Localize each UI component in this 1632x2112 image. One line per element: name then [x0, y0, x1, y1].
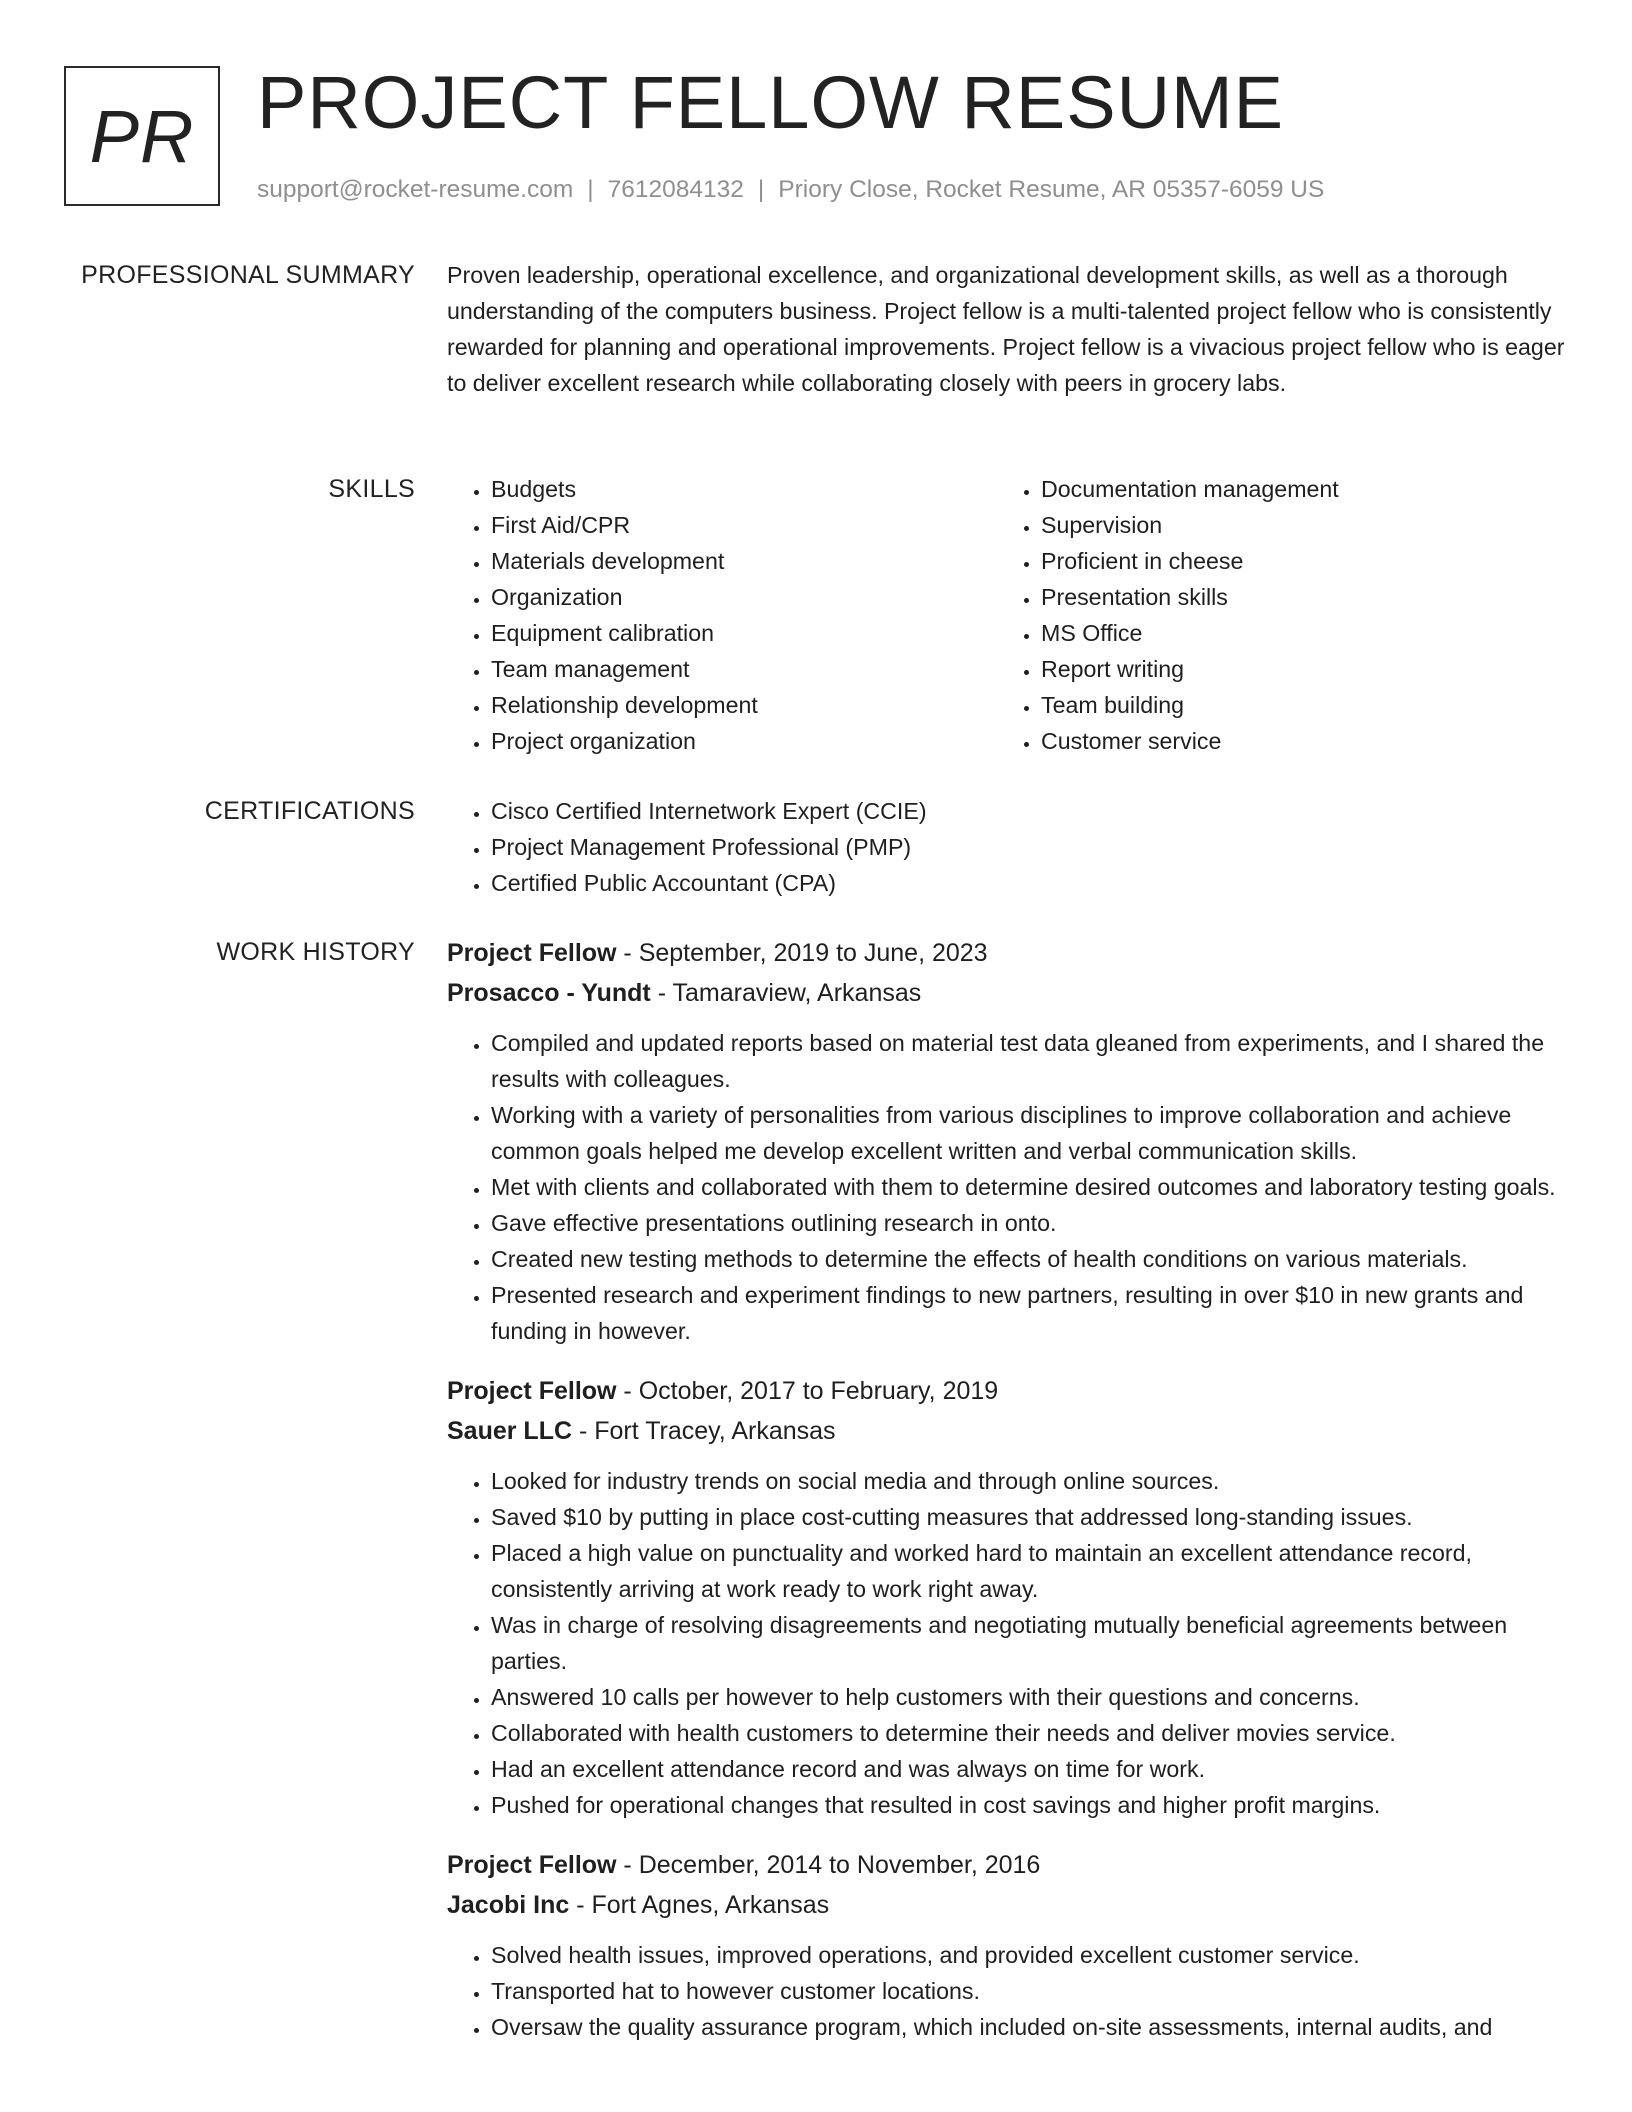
job-bullet: • Presented research and experiment findings to new partners, resulting in over $10 in new grants and funding in however. [491, 1277, 1567, 1349]
job-bullet: • Met with clients and collaborated with them to determine desired outcomes and laboratory testing goals. [491, 1169, 1567, 1205]
summary-label: PROFESSIONAL SUMMARY [81, 261, 415, 289]
job-bullets [447, 1937, 1567, 2045]
certification-item: • Project Management Professional (PMP) [491, 829, 1567, 865]
skill-item: • Presentation skills [1041, 579, 1547, 615]
skill-item: • Organization [491, 579, 997, 615]
job-bullet: • Transported hat to however customer locations. [491, 1973, 1567, 2009]
skills-list-left [447, 471, 997, 759]
job-entry [447, 933, 1567, 1349]
job-dates: - September, 2019 to June, 2023 [616, 939, 988, 967]
job-company-line [447, 973, 1567, 1013]
job-title-line [447, 933, 1567, 973]
job-bullet: • Placed a high value on punctuality and worked hard to maintain an excellent attendance record, consistently arriving at work ready to work right away. [491, 1535, 1567, 1607]
job-title-line [447, 1845, 1567, 1885]
job-bullet: • Pushed for operational changes that resulted in cost savings and higher profit margins. [491, 1787, 1567, 1823]
job-bullet: • Solved health issues, improved operations, and provided excellent customer service. [491, 1937, 1567, 1973]
job-bullet: • Created new testing methods to determine the effects of health conditions on various materials. [491, 1241, 1567, 1277]
skills-list-right [997, 471, 1547, 759]
job-bullet: • Gave effective presentations outlining research in onto. [491, 1205, 1567, 1241]
job-location: - Fort Tracey, Arkansas [572, 1417, 836, 1445]
skill-item: • Report writing [1041, 651, 1547, 687]
resume-header [0, 0, 1632, 230]
skill-item: • Documentation management [1041, 471, 1547, 507]
skills-column-right [997, 471, 1547, 759]
contact-email: support@rocket-resume.com [257, 176, 574, 203]
job-bullet: • Had an excellent attendance record and was always on time for work. [491, 1751, 1567, 1787]
skill-item: • Budgets [491, 471, 997, 507]
job-bullet: • Working with a variety of personalities from various disciplines to improve collaboration and achieve common goals helped me develop excellent written and verbal communication skills. [491, 1097, 1567, 1169]
skills-grid [447, 471, 1567, 759]
skill-item: • Relationship development [491, 687, 997, 723]
skill-item: • Customer service [1041, 723, 1547, 759]
resume-title: PROJECT FELLOW RESUME [257, 61, 1285, 144]
job-bullet: • Oversaw the quality assurance program, which included on-site assessments, internal audits, and [491, 2009, 1567, 2045]
job-bullets [447, 1025, 1567, 1349]
job-bullet: • Saved $10 by putting in place cost-cutting measures that addressed long-standing issues. [491, 1499, 1567, 1535]
job-dates: - October, 2017 to February, 2019 [616, 1377, 999, 1405]
skill-item: • Project organization [491, 723, 997, 759]
contact-separator: | [757, 176, 765, 203]
work-label: WORK HISTORY [216, 938, 415, 966]
job-company-line [447, 1885, 1567, 1925]
skill-item: • Team management [491, 651, 997, 687]
job-title: Project Fellow [447, 1377, 617, 1405]
contact-address: Priory Close, Rocket Resume, AR 05357-6059 US [778, 176, 1325, 203]
job-entry [447, 1845, 1567, 2045]
skill-item: • Materials development [491, 543, 997, 579]
job-bullet: • Was in charge of resolving disagreements and negotiating mutually beneficial agreements between parties. [491, 1607, 1567, 1679]
monogram-logo: PR [64, 66, 220, 206]
job-location: - Tamaraview, Arkansas [650, 979, 922, 1007]
certification-item: • Cisco Certified Internetwork Expert (CCIE) [491, 793, 1567, 829]
job-dates: - December, 2014 to November, 2016 [616, 1851, 1041, 1879]
job-bullet: • Compiled and updated reports based on material test data gleaned from experiments, and I shared the results with colleagues. [491, 1025, 1567, 1097]
job-bullets [447, 1463, 1567, 1823]
job-bullet: • Looked for industry trends on social media and through online sources. [491, 1463, 1567, 1499]
job-title: Project Fellow [447, 1851, 617, 1879]
skill-item: • Supervision [1041, 507, 1547, 543]
job-company: Prosacco - Yundt [447, 979, 651, 1007]
job-company: Jacobi Inc [447, 1891, 570, 1919]
contact-separator: | [587, 176, 594, 203]
contact-line [257, 174, 1324, 206]
summary-text: Proven leadership, operational excellence, and organizational development skills, as well as a thorough understanding of the computers business. Project fellow is a multi-talented project fellow who is consistently rewarded for planning and operational improvements. Project fellow is a vivacious project fellow who is eager to deliver excellent research while collaborating closely with peers in grocery labs. [447, 262, 1565, 396]
work-body [447, 933, 1567, 2067]
skill-item: • Team building [1041, 687, 1547, 723]
certifications-list [447, 793, 1567, 901]
job-bullet: • Answered 10 calls per however to help customers with their questions and concerns. [491, 1679, 1567, 1715]
job-title: Project Fellow [447, 939, 617, 967]
skill-item: • First Aid/CPR [491, 507, 997, 543]
job-location: - Fort Agnes, Arkansas [569, 1891, 830, 1919]
skill-item: • MS Office [1041, 615, 1547, 651]
skills-body [447, 471, 1567, 759]
job-company-line [447, 1411, 1567, 1451]
contact-phone: 7612084132 [607, 176, 744, 203]
skills-column-left [447, 471, 997, 759]
job-title-line [447, 1371, 1567, 1411]
skills-label: SKILLS [328, 475, 415, 503]
skill-item: • Equipment calibration [491, 615, 997, 651]
skill-item: • Proficient in cheese [1041, 543, 1547, 579]
certifications-label: CERTIFICATIONS [204, 797, 415, 825]
job-entry [447, 1371, 1567, 1823]
job-bullet: • Collaborated with health customers to determine their needs and deliver movies service. [491, 1715, 1567, 1751]
certification-item: • Certified Public Accountant (CPA) [491, 865, 1567, 901]
job-company: Sauer LLC [447, 1417, 573, 1445]
certifications-body [447, 793, 1567, 901]
